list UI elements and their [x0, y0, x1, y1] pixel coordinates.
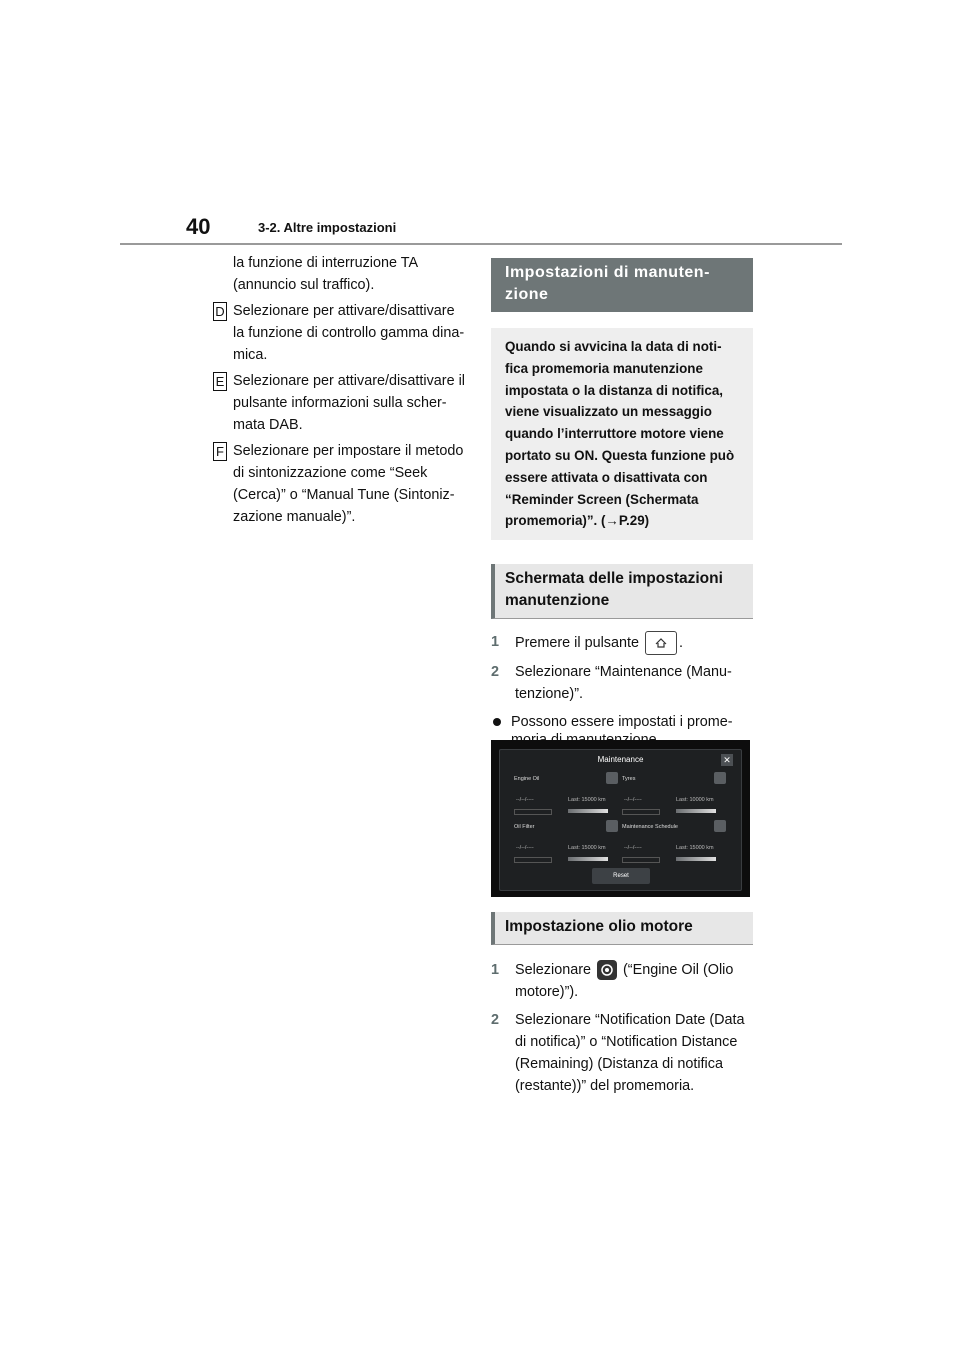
step-1-home [491, 631, 753, 655]
cell-last: Last: 15000 km [676, 845, 714, 851]
right-column [491, 258, 753, 749]
step-number: 2 [491, 664, 500, 681]
step-1-engine-oil [491, 959, 753, 1003]
item-e-text: Selezionare per attivare/disattivare il pulsante informazioni sulla scher- mata DAB. [233, 373, 465, 433]
gear-icon[interactable] [606, 820, 618, 832]
step-text: Selezionare “Maintenance (Manu- tenzione)”. [515, 664, 732, 703]
gear-icon[interactable] [714, 820, 726, 832]
cell-date: --/--/---- [516, 797, 534, 803]
progress-bar [568, 857, 608, 861]
step-number: 1 [491, 634, 500, 651]
maintenance-heading: Impostazioni di manuten- zione [491, 258, 753, 312]
section-title: 3-2. Altre impostazioni [258, 220, 397, 235]
progress-bar [568, 809, 608, 813]
step-number: 1 [491, 962, 500, 978]
cell-label: Maintenance Schedule [622, 824, 678, 830]
list-item-e [213, 370, 468, 436]
cell-date: --/--/---- [624, 797, 642, 803]
step-text: Premere il pulsante [515, 634, 639, 651]
letter-f-badge: F [213, 442, 227, 461]
letter-e-badge: E [213, 372, 227, 391]
header-rule [120, 243, 842, 245]
cell-oil-filter [514, 820, 618, 866]
maintenance-screenshot [491, 740, 750, 897]
cell-label: Oil Filter [514, 824, 535, 830]
list-item-f [213, 440, 468, 528]
step-number: 2 [491, 1012, 500, 1028]
list-item-d [213, 300, 468, 366]
cell-date: --/--/---- [516, 845, 534, 851]
step-text-end: . [678, 634, 683, 651]
item-f-text: Selezionare per impostare il metodo di sintonizzazione come “Seek (Cerca)” o “Manual Tune (Sintoniz- zazione manuale)”. [233, 443, 464, 525]
gear-icon [597, 960, 617, 980]
letter-d-badge: D [213, 302, 227, 321]
progress-bar [676, 809, 716, 813]
panel-title: Maintenance [597, 755, 644, 764]
bullet-text: Possono essere impostati i prome- [511, 714, 733, 731]
step-text-end: (“Engine Oil (Olio motore)”). [515, 962, 734, 1000]
home-button-icon [645, 631, 677, 655]
cell-date: --/--/---- [624, 845, 642, 851]
date-field [622, 857, 660, 863]
date-field [622, 809, 660, 815]
oil-section [491, 912, 753, 1097]
cell-last: Last: 15000 km [568, 845, 606, 851]
cell-last: Last: 15000 km [568, 797, 606, 803]
oil-heading: Impostazione olio motore [491, 912, 753, 945]
close-icon[interactable]: ✕ [721, 754, 733, 766]
gear-icon[interactable] [714, 772, 726, 784]
note-box: Quando si avvicina la data di noti- fica promemoria manutenzione impostata o la distanza di notifica, viene visualizzato un messaggio quando l’interruttore motore viene portato su ON. Questa funzione può essere attivata o disattivata con “Reminder Screen (Schermata promemoria)”. (→P.29) [491, 328, 753, 540]
item-d-text: Selezionare per attivare/disattivare la funzione di controllo gamma dina- mica. [233, 303, 465, 363]
screen-heading: Schermata delle impostazioni manutenzione [491, 564, 753, 619]
date-field [514, 857, 552, 863]
maintenance-panel [499, 749, 742, 891]
intro-text: la funzione di interruzione TA (annuncio sul traffico). [233, 255, 418, 293]
progress-bar [676, 857, 716, 861]
gear-icon[interactable] [606, 772, 618, 784]
left-column [213, 252, 468, 532]
step-text: Selezionare [515, 962, 592, 978]
cell-label: Tyres [622, 776, 636, 782]
reset-button[interactable]: Reset [592, 868, 650, 884]
cell-tyres [622, 772, 726, 818]
date-field [514, 809, 552, 815]
cell-last: Last: 10000 km [676, 797, 714, 803]
step-2-maintenance [491, 661, 753, 705]
step-text: Selezionare “Notification Date (Data di notifica)” o “Notification Distance (Remaining) (Distanza di notifica (restante))” del promemoria. [515, 1012, 745, 1094]
page-number: 40 [186, 214, 211, 239]
cell-engine-oil [514, 772, 618, 818]
bullet-dot [493, 718, 501, 726]
cell-label: Engine Oil [514, 776, 540, 782]
step-2-notification [491, 1009, 753, 1097]
cell-maintenance-schedule [622, 820, 726, 866]
